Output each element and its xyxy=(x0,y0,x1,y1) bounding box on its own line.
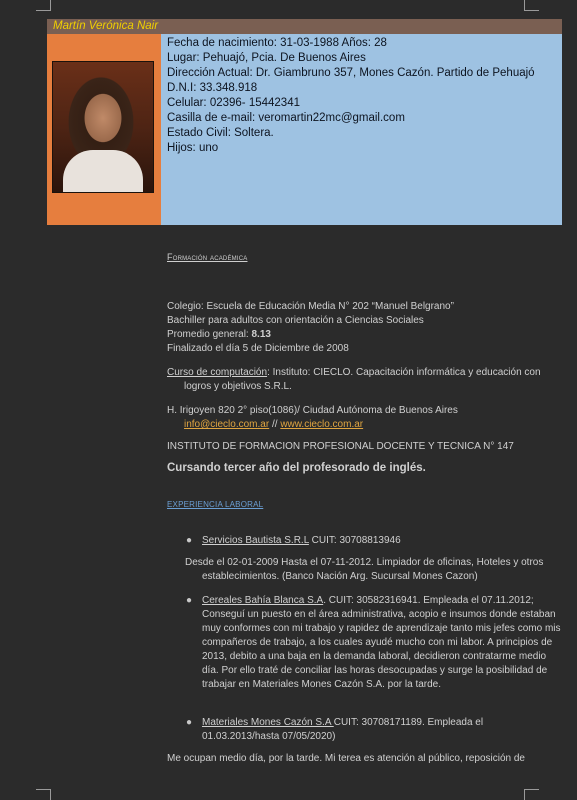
crop-mark-bottom-left xyxy=(36,789,51,800)
info-phone: Celular: 02396- 15442341 xyxy=(167,97,300,109)
cv-header-table xyxy=(47,19,562,225)
job-detail: Me ocupan medio día, por la tarde. Mi terea es atención al público, reposición de xyxy=(167,753,525,764)
profile-photo xyxy=(52,61,154,193)
average: Promedio general: 8.13 xyxy=(167,329,271,340)
course-links: info@cieclo.com.ar // www.cieclo.com.ar xyxy=(184,419,364,430)
photo-cell xyxy=(47,34,161,225)
section-title-education: Formación académica xyxy=(167,252,248,262)
info-address: Dirección Actual: Dr. Giambruno 357, Mones Cazón. Partido de Pehuajó xyxy=(167,67,535,79)
info-dni: D.N.I: 33.348.918 xyxy=(167,82,258,94)
institute: INSTITUTO DE FORMACION PROFESIONAL DOCENTE Y TECNICA N° 147 xyxy=(167,441,514,452)
section-title-experience: EXPERIENCIA LABORAL xyxy=(167,500,264,509)
info-civil-status: Estado Civil: Soltera. xyxy=(167,127,274,139)
job-item: ● Materiales Mones Cazón S.A CUIT: 30708171189. Empleada el 01.03.2013/hasta 07/05/2020) xyxy=(186,717,484,742)
web-link[interactable]: www.cieclo.com.ar xyxy=(280,419,364,430)
personal-info xyxy=(161,34,562,225)
job-item: ● Servicios Bautista S.R.L CUIT: 30708813946 xyxy=(186,535,401,546)
info-birthdate: Fecha de nacimiento: 31-03-1988 Años: 28 xyxy=(167,37,387,49)
degree: Bachiller para adultos con orientación a Ciencias Sociales xyxy=(167,315,424,326)
finished-date: Finalizado el día 5 de Diciembre de 2008 xyxy=(167,343,349,354)
crop-mark-bottom-right xyxy=(524,789,539,800)
course-address: H. Irigoyen 820 2° piso(1086)/ Ciudad Autónoma de Buenos Aires xyxy=(167,405,458,416)
name-bar: Martín Verónica Nair xyxy=(47,19,562,34)
school: Colegio: Escuela de Educación Media N° 202 “Manuel Belgrano” xyxy=(167,301,454,312)
studying: Cursando tercer año del profesorado de inglés. xyxy=(167,462,426,474)
info-email: Casilla de e-mail: veromartin22mc@gmail.com xyxy=(167,112,405,124)
info-children: Hijos: uno xyxy=(167,142,219,154)
email-link[interactable]: info@cieclo.com.ar xyxy=(184,419,270,430)
crop-mark-top-left xyxy=(36,0,51,11)
crop-mark-top-right xyxy=(524,0,539,11)
info-place: Lugar: Pehuajó, Pcia. De Buenos Aires xyxy=(167,52,366,64)
cv-body xyxy=(167,250,562,766)
job-item: ● Cereales Bahía Blanca S.A. CUIT: 30582316941. Empleada el 07.11.2012; Conseguí un puesto en el área administrativa, acopio e insumos donde estaban muy conformes con mi trabajo y rapidez de aprendizaje tanto mis jefes como mis compañeros de trabajo, a los cuales ayudé mucho con mi labor. A principios de 2013, debito a una baja en la demanda laboral, decidieron contratarme medio día. Por ello traté de conciliar las horas desocupadas y surge la posibilidad de trabajar en Materiales Mones Cazón S.A. por la tarde. xyxy=(186,595,561,690)
job-description: Desde el 02-01-2009 Hasta el 07-11-2012. Limpiador de oficinas, Hoteles y otros establecimientos. (Banco Nación Arg. Sucursal Mones Cazon) xyxy=(185,557,544,582)
computer-course: Curso de computación: Instituto: CIECLO. Capacitación informática y educación con logros y objetivos S.R.L. xyxy=(167,367,541,392)
